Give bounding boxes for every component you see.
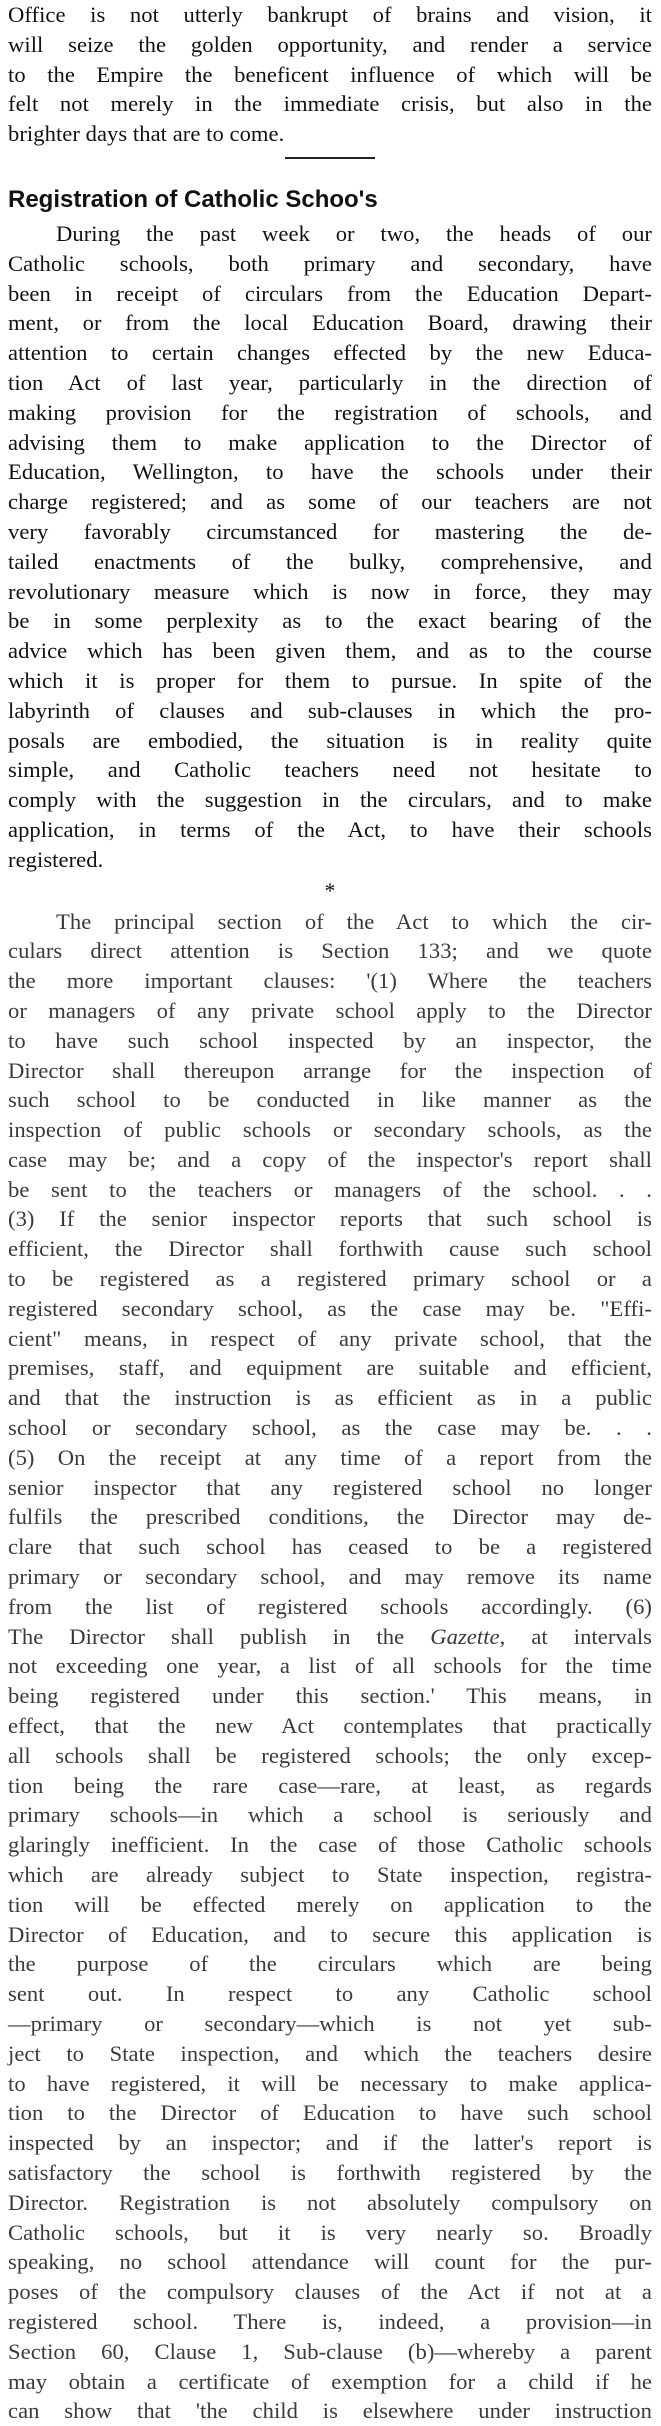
text-line: Education, Wellington, to have the schools under their bbox=[8, 459, 652, 485]
text-line: clare that such school has ceased to be a registered bbox=[8, 1534, 652, 1560]
text-line: advising them to make application to the Director of bbox=[8, 429, 652, 455]
text-line: from the list of registered schools accordingly. (6) bbox=[8, 1593, 652, 1619]
text-line: —primary or secondary—which is not yet sub- bbox=[8, 2011, 652, 2036]
text-line: registered school. There is, indeed, a provision—in bbox=[8, 2308, 652, 2334]
text-line: or managers of any private school apply to the Director bbox=[8, 997, 652, 1023]
text-line: be sent to the teachers or managers of the school. . . bbox=[8, 1176, 652, 1202]
text-line: primary or secondary school, and may remove its name bbox=[8, 1564, 652, 1590]
text-line: being registered under this section.' This means, in bbox=[8, 1683, 652, 1709]
text-line: which are already subject to State inspection, registra- bbox=[8, 1862, 652, 1888]
text-line: comply with the suggestion in the circulars, and to make bbox=[8, 787, 652, 813]
text-line: speaking, no school attendance will count for the pur- bbox=[8, 2249, 652, 2275]
text-line: brighter days that are to come. bbox=[8, 121, 285, 147]
text-line: (3) If the senior inspector reports that such school is bbox=[8, 1206, 652, 1232]
text-line: fulfils the prescribed conditions, the Director may de- bbox=[8, 1504, 652, 1530]
text-line: making provision for the registration of schools, and bbox=[8, 399, 652, 425]
text-line: and that the instruction is as efficient as in a public bbox=[8, 1385, 652, 1411]
text-line: ment, or from the local Education Board, drawing their bbox=[8, 310, 652, 336]
text-line: the purpose of the circulars which are being bbox=[8, 1951, 652, 1977]
text-line: posals are embodied, the situation is in reality quite bbox=[8, 727, 652, 753]
text-line: inspected by an inspector; and if the latter's report is bbox=[8, 2130, 652, 2156]
text-line: registered secondary school, as the case may be. "Effi- bbox=[8, 1295, 652, 1321]
text-line: effect, that the new Act contemplates that practically bbox=[8, 1713, 652, 1739]
text-line: primary schools—in which a school is seriously and bbox=[8, 1802, 652, 1828]
text-line: application, in terms of the Act, to have their schools bbox=[8, 816, 652, 842]
article-paragraph-2 bbox=[8, 907, 652, 2426]
text-line: Office is not utterly bankrupt of brains and vision, it bbox=[8, 2, 652, 27]
text-line: tailed enactments of the bulky, comprehensive, and bbox=[8, 548, 652, 574]
text-line: satisfactory the school is forthwith registered by the bbox=[8, 2159, 652, 2185]
text-line: (5) On the receipt at any time of a report from the bbox=[8, 1444, 652, 1470]
text-line: tion Act of last year, particularly in the direction of bbox=[8, 369, 652, 395]
text-line: attention to certain changes effected by the new Educa- bbox=[8, 340, 652, 366]
text-line: the more important clauses: '(1) Where the teachers bbox=[8, 968, 652, 994]
text-line: culars direct attention is Section 133; and we quote bbox=[8, 938, 652, 964]
intro-paragraph bbox=[8, 0, 652, 149]
article-heading: Registration of Catholic Schoo's bbox=[8, 185, 378, 213]
text-line: very favorably circumstanced for mastering the de- bbox=[8, 518, 652, 544]
text-line: tion being the rare case—rare, at least, as regards bbox=[8, 1772, 652, 1798]
asterisk-separator bbox=[8, 875, 652, 903]
text-line: labyrinth of clauses and sub-clauses in which the pro- bbox=[8, 697, 652, 723]
text-line: The Director shall publish in the Gazette, at intervals bbox=[8, 1623, 652, 1649]
text-line: tion will be effected merely on application to the bbox=[8, 1891, 652, 1917]
text-line: senior inspector that any registered school no longer bbox=[8, 1474, 652, 1500]
text-line: case may be; and a copy of the inspector's report shall bbox=[8, 1146, 652, 1172]
text-line: to have such school inspected by an inspector, the bbox=[8, 1027, 652, 1053]
newspaper-page bbox=[8, 0, 652, 2426]
text-line: such school to be conducted in like manner as the bbox=[8, 1087, 652, 1113]
text-line: The principal section of the Act to which the cir- bbox=[56, 908, 652, 934]
text-line: to be registered as a registered primary school or a bbox=[8, 1266, 652, 1292]
text-line: registered. bbox=[8, 846, 104, 872]
text-line: Director shall thereupon arrange for the inspection of bbox=[8, 1057, 652, 1083]
text-line: simple, and Catholic teachers need not hesitate to bbox=[8, 757, 652, 783]
section-divider-rule bbox=[285, 157, 375, 159]
text-line: will seize the golden opportunity, and render a service bbox=[8, 31, 652, 57]
text-line: sent out. In respect to any Catholic school bbox=[8, 1981, 652, 2007]
text-line: premises, staff, and equipment are suitable and efficient, bbox=[8, 1355, 652, 1381]
text-line: revolutionary measure which is now in force, they may bbox=[8, 578, 652, 604]
text-line: school or secondary school, as the case may be. . . bbox=[8, 1415, 652, 1441]
text-line: been in receipt of circulars from the Education Depart- bbox=[8, 280, 652, 306]
text-line: be in some perplexity as to the exact bearing of the bbox=[8, 608, 652, 634]
text-line: all schools shall be registered schools; the only excep- bbox=[8, 1742, 652, 1768]
text-line: felt not merely in the immediate crisis, but also in the bbox=[8, 91, 652, 117]
text-line: Section 60, Clause 1, Sub-clause (b)—whereby a parent bbox=[8, 2338, 652, 2364]
text-line: to have registered, it will be necessary to make applica- bbox=[8, 2070, 652, 2096]
text-line: can show that 'the child is elsewhere under instruction bbox=[8, 2398, 652, 2424]
text-line: Catholic schools, but it is very nearly so. Broadly bbox=[8, 2219, 652, 2245]
text-line: advice which has been given them, and as to the course bbox=[8, 638, 652, 664]
text-line: inspection of public schools or secondary schools, as the bbox=[8, 1117, 652, 1143]
gazette-italic: Gazette bbox=[430, 1623, 500, 1649]
text-line: poses of the compulsory clauses of the Act if not at a bbox=[8, 2279, 652, 2305]
text-line: Director of Education, and to secure this application is bbox=[8, 1921, 652, 1947]
text-line: glaringly inefficient. In the case of those Catholic schools bbox=[8, 1832, 652, 1858]
text-line: which it is proper for them to pursue. In spite of the bbox=[8, 667, 652, 693]
text-line: to the Empire the beneficent influence of which will be bbox=[8, 61, 652, 87]
asterisk-separator-glyph: * bbox=[324, 877, 336, 903]
text-line: not exceeding one year, a list of all schools for the time bbox=[8, 1653, 652, 1679]
text-line: charge registered; and as some of our teachers are not bbox=[8, 489, 652, 515]
text-line: may obtain a certificate of exemption for a child if he bbox=[8, 2368, 652, 2394]
text-line: ject to State inspection, and which the teachers desire bbox=[8, 2040, 652, 2066]
text-line: Director. Registration is not absolutely compulsory on bbox=[8, 2189, 652, 2215]
text-line: cient" means, in respect of any private school, that the bbox=[8, 1325, 652, 1351]
text-line: Catholic schools, both primary and secondary, have bbox=[8, 250, 652, 276]
article-paragraph-1 bbox=[8, 219, 652, 875]
text-line: During the past week or two, the heads of our bbox=[56, 220, 652, 246]
text-line: tion to the Director of Education to have such school bbox=[8, 2100, 652, 2126]
text-line: efficient, the Director shall forthwith cause such school bbox=[8, 1236, 652, 1262]
